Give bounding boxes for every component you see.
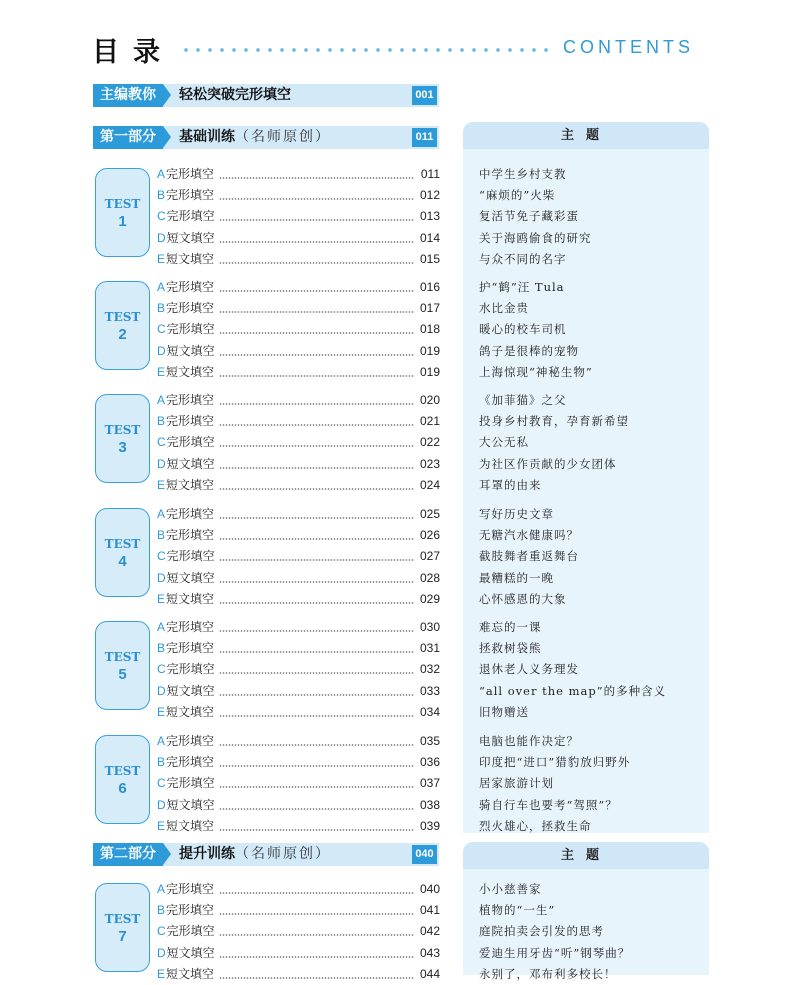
row-page-number: 012: [419, 188, 440, 203]
row-letter: D: [157, 797, 166, 812]
leader-dots: [219, 559, 414, 561]
topic-item: 骑自行车也要考“驾照”？: [479, 797, 618, 812]
toc-row[interactable]: [157, 879, 440, 900]
topic-item: 关于海鸥偷食的研究: [479, 230, 592, 245]
row-letter: C: [157, 322, 166, 337]
contents-label: CONTENTS: [563, 37, 694, 57]
leader-dots: [219, 354, 414, 356]
topic-item: 心怀感恩的大象: [479, 591, 567, 606]
leader-dots: [219, 467, 414, 469]
topic-item: “all over the map”的多种含义: [479, 683, 667, 698]
row-name: 短文填空: [166, 683, 215, 698]
row-page-number: 021: [419, 414, 440, 429]
row-name: 短文填空: [166, 591, 215, 606]
section-page-number: 040: [412, 845, 437, 864]
section-tag: 主编教你: [93, 84, 163, 107]
toc-row[interactable]: [157, 319, 440, 340]
test-label: TEST: [104, 310, 141, 324]
row-page-number: 026: [419, 528, 440, 543]
topic-item: 鸽子是很棒的宠物: [479, 343, 579, 358]
toc-row[interactable]: [157, 752, 440, 773]
topic-item: 烈火雄心，拯救生命: [479, 818, 592, 833]
leader-dots: [219, 715, 414, 717]
toc-row[interactable]: [157, 773, 440, 794]
toc-row[interactable]: [157, 432, 440, 453]
row-name: 完形填空: [166, 528, 215, 543]
row-page-number: 033: [419, 683, 440, 698]
topic-item: 居家旅游计划: [479, 776, 554, 791]
section-bar-intro[interactable]: [93, 84, 439, 107]
row-letter: D: [157, 456, 166, 471]
section-subtitle: （名师原创）: [235, 129, 331, 145]
toc-row[interactable]: [157, 185, 440, 206]
row-page-number: 015: [419, 251, 440, 266]
leader-dots: [219, 311, 414, 313]
topic-panel-header: 主题: [463, 842, 709, 869]
row-name: 短文填空: [166, 797, 215, 812]
row-page-number: 018: [419, 322, 440, 337]
row-letter: C: [157, 662, 166, 677]
leader-dots: [219, 262, 414, 264]
row-page-number: 022: [419, 435, 440, 450]
toc-row[interactable]: [157, 795, 440, 816]
toc-row[interactable]: [157, 341, 440, 362]
topic-item: 小小慈善家: [479, 882, 542, 896]
test-box-2[interactable]: [95, 281, 150, 370]
row-letter: C: [157, 776, 166, 791]
toc-row[interactable]: [157, 638, 440, 659]
row-page-number: 013: [419, 209, 440, 224]
topic-item: 复活节免子藏彩蛋: [479, 209, 579, 224]
row-page-number: 032: [419, 662, 440, 677]
row-letter: A: [157, 393, 166, 407]
toc-row[interactable]: [157, 504, 440, 525]
toc-row[interactable]: [157, 702, 440, 723]
row-page-number: 034: [419, 704, 440, 719]
row-letter: C: [157, 209, 166, 224]
row-letter: A: [157, 280, 166, 294]
row-name: 短文填空: [166, 945, 215, 960]
row-name: 短文填空: [166, 818, 215, 833]
test-box-6[interactable]: [95, 735, 150, 824]
row-name: 完形填空: [166, 414, 215, 429]
row-name: 短文填空: [166, 364, 215, 379]
topic-item: 最糟糕的一晚: [479, 570, 554, 585]
test-label: TEST: [104, 537, 141, 551]
section-page-number: 011: [412, 128, 437, 147]
row-page-number: 019: [419, 364, 440, 379]
row-letter: A: [157, 734, 166, 748]
toc-row[interactable]: [157, 362, 440, 383]
leader-dots: [219, 403, 414, 405]
toc-row[interactable]: [157, 249, 440, 270]
leader-dots: [219, 445, 414, 447]
row-page-number: 019: [419, 343, 440, 358]
row-letter: E: [157, 251, 166, 266]
row-name: 短文填空: [166, 477, 215, 492]
section-page-number: 001: [412, 86, 437, 105]
topic-item: 爱迪生用牙齿“听”钢琴曲？: [479, 945, 631, 960]
leader-dots: [219, 241, 414, 243]
topic-item: 中学生乡村支教: [479, 167, 567, 181]
row-page-number: 025: [419, 507, 440, 521]
row-page-number: 040: [419, 882, 440, 896]
row-page-number: 028: [419, 570, 440, 585]
test-number: 2: [118, 326, 127, 343]
row-name: 完形填空: [166, 620, 215, 634]
row-page-number: 041: [419, 903, 440, 918]
row-letter: E: [157, 704, 166, 719]
section-tag: 第二部分: [93, 843, 163, 866]
leader-dots: [219, 332, 414, 334]
leader-dots: [219, 177, 414, 179]
section-bar-part2[interactable]: [93, 843, 439, 866]
topic-item: 上海惊现“神秘生物”: [479, 364, 593, 379]
test-box-1[interactable]: [95, 168, 150, 257]
section-tag: 第一部分: [93, 126, 163, 149]
row-page-number: 014: [419, 230, 440, 245]
row-name: 完形填空: [166, 755, 215, 770]
leader-dots: [219, 424, 414, 426]
leader-dots: [219, 672, 414, 674]
test-number: 4: [118, 553, 127, 570]
toc-row[interactable]: [157, 921, 440, 942]
row-name: 完形填空: [166, 167, 215, 181]
row-letter: A: [157, 620, 166, 634]
toc-row[interactable]: [157, 659, 440, 680]
leader-dots: [219, 892, 414, 894]
row-name: 完形填空: [166, 903, 215, 918]
leader-dots: [219, 786, 414, 788]
leader-dots: [219, 517, 414, 519]
test-box-3[interactable]: [95, 394, 150, 483]
leader-dots: [219, 602, 414, 604]
row-page-number: 016: [419, 280, 440, 294]
topic-item: 植物的“一生”: [479, 903, 556, 918]
toc-row[interactable]: [157, 816, 440, 837]
test-number: 1: [118, 213, 127, 230]
row-page-number: 031: [419, 641, 440, 656]
test-label: TEST: [104, 650, 141, 664]
row-letter: B: [157, 755, 166, 770]
leader-dots: [219, 934, 414, 936]
section-subtitle: （名师原创）: [235, 846, 331, 862]
row-letter: E: [157, 591, 166, 606]
row-name: 完形填空: [166, 924, 215, 939]
row-letter: A: [157, 507, 166, 521]
topic-item: 暖心的校车司机: [479, 322, 567, 337]
toc-row[interactable]: [157, 964, 440, 985]
row-name: 短文填空: [166, 251, 215, 266]
leader-dots: [219, 219, 414, 221]
toc-row[interactable]: [157, 589, 440, 610]
row-name: 完形填空: [166, 209, 215, 224]
leader-dots: [219, 808, 414, 810]
toc-row[interactable]: [157, 617, 440, 638]
topic-item: 大公无私: [479, 435, 529, 450]
row-page-number: 035: [419, 734, 440, 748]
row-letter: D: [157, 230, 166, 245]
row-page-number: 011: [420, 167, 440, 181]
leader-dots: [219, 744, 414, 746]
topic-item: 无糖汽水健康吗？: [479, 528, 579, 543]
toc-row[interactable]: [157, 568, 440, 589]
row-name: 短文填空: [166, 570, 215, 585]
row-name: 完形填空: [166, 549, 215, 564]
test-label: TEST: [104, 912, 141, 926]
row-name: 完形填空: [166, 280, 215, 294]
test-box-5[interactable]: [95, 621, 150, 710]
row-letter: E: [157, 966, 166, 981]
topic-item: 与众不同的名字: [479, 251, 567, 266]
row-name: 短文填空: [166, 343, 215, 358]
toc-row[interactable]: [157, 546, 440, 567]
section-title: 提升训练（名师原创）: [179, 846, 331, 862]
section-title: 轻松突破完形填空: [179, 87, 291, 103]
row-page-number: 039: [419, 818, 440, 833]
toc-row[interactable]: [157, 277, 440, 298]
row-letter: B: [157, 188, 166, 203]
row-name: 完形填空: [166, 776, 215, 791]
row-name: 短文填空: [166, 966, 215, 981]
test-box-4[interactable]: [95, 508, 150, 597]
topic-item: 截肢舞者重返舞台: [479, 549, 579, 564]
toc-row[interactable]: [157, 454, 440, 475]
leader-dots: [219, 630, 414, 632]
row-letter: C: [157, 435, 166, 450]
row-page-number: 036: [419, 755, 440, 770]
row-name: 完形填空: [166, 507, 215, 521]
topic-item: 退休老人义务理发: [479, 662, 579, 677]
row-name: 完形填空: [166, 641, 215, 656]
leader-dots: [219, 538, 414, 540]
leader-dots: [219, 977, 414, 979]
test-number: 7: [118, 928, 127, 945]
row-name: 短文填空: [166, 230, 215, 245]
leader-dots: [219, 829, 414, 831]
row-letter: B: [157, 903, 166, 918]
test-label: TEST: [104, 197, 141, 211]
leader-dots: [219, 913, 414, 915]
leader-dots: [219, 375, 414, 377]
row-page-number: 038: [419, 797, 440, 812]
leader-dots: [219, 198, 414, 200]
topic-panel-header: 主题: [463, 122, 709, 149]
toc-row[interactable]: [157, 228, 440, 249]
leader-dots: [219, 694, 414, 696]
topic-item: 投身乡村教育，孕育新希望: [479, 414, 629, 429]
row-name: 完形填空: [166, 435, 215, 450]
toc-row[interactable]: [157, 298, 440, 319]
toc-row[interactable]: [157, 731, 440, 752]
leader-dots: [219, 956, 414, 958]
leader-dots: [219, 488, 414, 490]
topic-item: 耳罩的由来: [479, 477, 542, 492]
test-label: TEST: [104, 764, 141, 778]
row-page-number: 023: [419, 456, 440, 471]
row-page-number: 027: [419, 549, 440, 564]
row-name: 完形填空: [166, 882, 215, 896]
test-number: 5: [118, 666, 127, 683]
topic-item: 旧物赠送: [479, 704, 529, 719]
row-page-number: 037: [419, 776, 440, 791]
topic-item: 写好历史文章: [479, 507, 554, 521]
toc-row[interactable]: [157, 164, 440, 185]
leader-dots: [219, 651, 414, 653]
topic-item: 永别了，邓布利多校长！: [479, 966, 617, 981]
row-name: 完形填空: [166, 393, 215, 407]
row-name: 短文填空: [166, 456, 215, 471]
row-letter: C: [157, 549, 166, 564]
row-page-number: 024: [419, 477, 440, 492]
row-letter: E: [157, 477, 166, 492]
toc-row[interactable]: [157, 390, 440, 411]
row-page-number: 044: [419, 966, 440, 981]
topic-item: 庭院拍卖会引发的思考: [479, 924, 604, 939]
page-title: 目录: [92, 37, 174, 68]
leader-dots: [219, 581, 414, 583]
row-page-number: 030: [419, 620, 440, 634]
row-letter: A: [157, 882, 166, 896]
row-name: 完形填空: [166, 322, 215, 337]
toc-row[interactable]: [157, 681, 440, 702]
row-letter: B: [157, 414, 166, 429]
row-letter: E: [157, 818, 166, 833]
header-dot-divider: [180, 47, 556, 53]
toc-row[interactable]: [157, 525, 440, 546]
test-label: TEST: [104, 423, 141, 437]
topic-item: 水比金贵: [479, 301, 529, 316]
row-letter: D: [157, 570, 166, 585]
toc-row[interactable]: [157, 900, 440, 921]
row-name: 完形填空: [166, 301, 215, 316]
row-name: 短文填空: [166, 704, 215, 719]
row-page-number: 017: [419, 301, 440, 316]
row-page-number: 020: [419, 393, 440, 407]
topic-item: 电脑也能作决定？: [479, 734, 579, 748]
topic-item: 《加菲猫》之父: [479, 393, 567, 407]
leader-dots: [219, 765, 414, 767]
topic-item: 拯救树袋熊: [479, 641, 542, 656]
test-number: 3: [118, 439, 127, 456]
toc-row[interactable]: [157, 206, 440, 227]
row-letter: C: [157, 924, 166, 939]
row-page-number: 029: [419, 591, 440, 606]
toc-row[interactable]: [157, 475, 440, 496]
topic-item: 难忘的一课: [479, 620, 542, 634]
row-letter: A: [157, 167, 166, 181]
section-title: 基础训练（名师原创）: [179, 129, 331, 145]
row-letter: D: [157, 683, 166, 698]
topic-item: 印度把“进口”猎豹放归野外: [479, 755, 631, 770]
topic-item: “麻烦的”火柴: [479, 188, 556, 203]
toc-row[interactable]: [157, 943, 440, 964]
leader-dots: [219, 290, 414, 292]
row-name: 完形填空: [166, 734, 215, 748]
toc-row[interactable]: [157, 411, 440, 432]
topic-item: 为社区作贡献的少女团体: [479, 456, 617, 471]
row-letter: E: [157, 364, 166, 379]
row-letter: B: [157, 641, 166, 656]
topic-item: 护“鹤”汪 Tula: [479, 280, 565, 294]
row-letter: D: [157, 945, 166, 960]
row-page-number: 043: [419, 945, 440, 960]
row-name: 完形填空: [166, 188, 215, 203]
test-box-7[interactable]: [95, 883, 150, 972]
row-name: 完形填空: [166, 662, 215, 677]
row-letter: D: [157, 343, 166, 358]
row-letter: B: [157, 301, 166, 316]
test-number: 6: [118, 780, 127, 797]
row-page-number: 042: [419, 924, 440, 939]
row-letter: B: [157, 528, 166, 543]
section-bar-part1[interactable]: [93, 126, 439, 149]
